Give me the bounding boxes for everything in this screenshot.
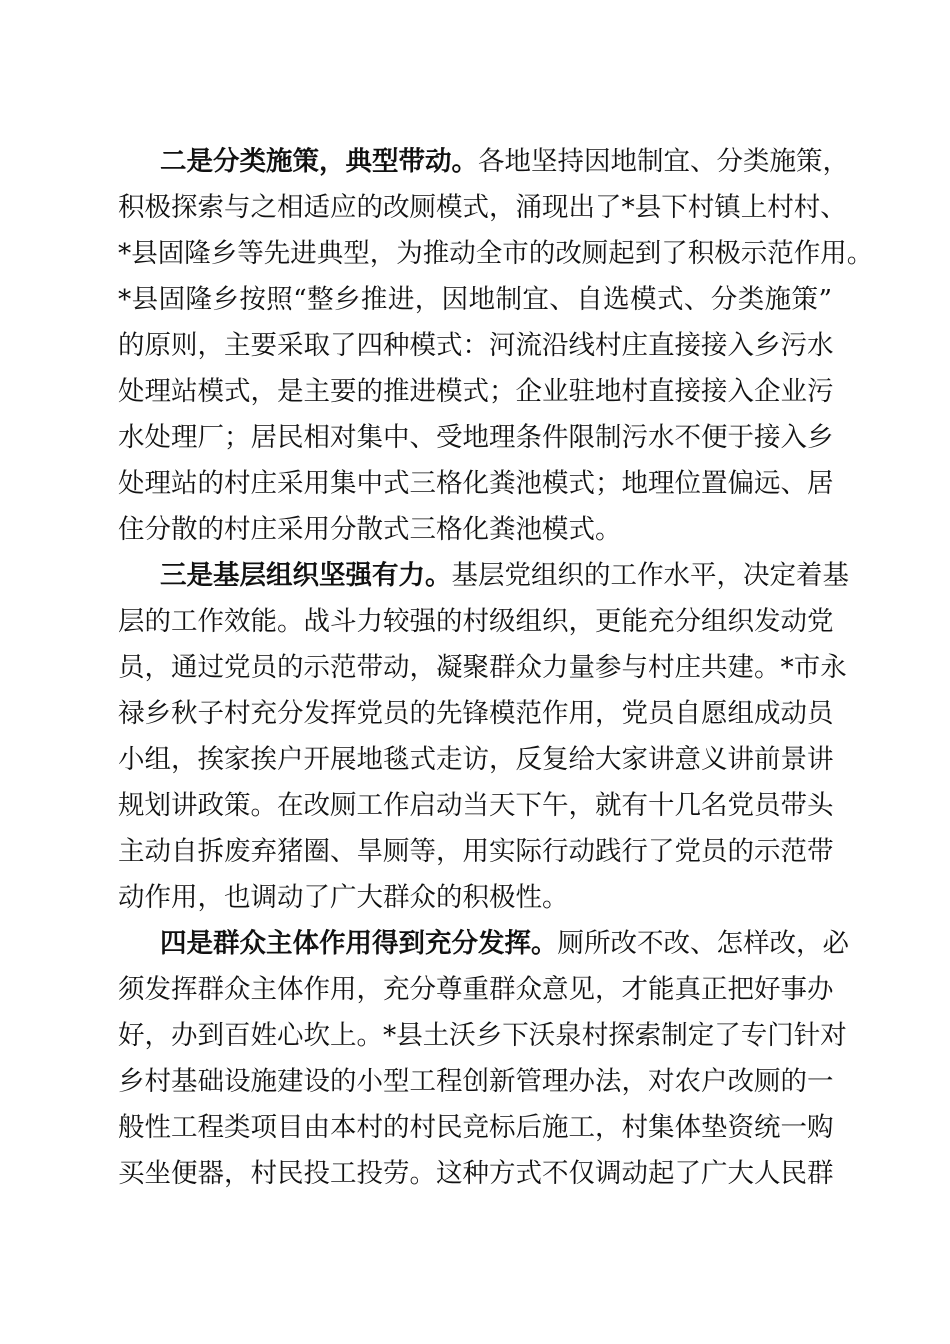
paragraph-line: 般性工程类项目由本村的村民竞标后施工，村集体垫资统一购 [118, 1112, 834, 1143]
paragraph-line: 规划讲政策。在改厕工作启动当天下午，就有十几名党员带头 [118, 790, 834, 821]
document-page [118, 139, 874, 1197]
paragraph-line: 乡村基础设施建设的小型工程创新管理办法，对农户改厕的一 [118, 1066, 834, 1097]
paragraph-line: 好，办到百姓心坎上。*县土沃乡下沃泉村探索制定了专门针对 [118, 1020, 847, 1051]
paragraph-line: 员，通过党员的示范带动，凝聚群众力量参与村庄共建。*市永 [118, 652, 847, 683]
paragraph-line: 处理站模式，是主要的推进模式；企业驻地村直接接入企业污 [118, 376, 834, 407]
paragraph-line: 买坐便器，村民投工投劳。这种方式不仅调动起了广大人民群 [118, 1158, 834, 1189]
paragraph-line: 住分散的村庄采用分散式三格化粪池模式。 [118, 514, 622, 545]
paragraph-line: 小组，挨家挨户开展地毯式走访，反复给大家讲意义讲前景讲 [118, 744, 834, 775]
paragraph-line: 须发挥群众主体作用，充分尊重群众意见，才能真正把好事办 [118, 974, 834, 1005]
paragraph-three [118, 553, 849, 921]
paragraph-four [118, 921, 849, 1197]
paragraph-heading: 三是基层组织坚强有力。 [160, 560, 452, 591]
paragraph-line: 二是分类施策，典型带动。各地坚持因地制宜、分类施策， [160, 146, 849, 177]
paragraph-line: 水处理厂；居民相对集中、受地理条件限制污水不便于接入乡 [118, 422, 834, 453]
paragraph-line: 的原则，主要采取了四种模式：河流沿线村庄直接接入乡污水 [118, 330, 834, 361]
paragraph-line: 三是基层组织坚强有力。基层党组织的工作水平，决定着基 [160, 560, 849, 591]
paragraph-line: 积极探索与之相适应的改厕模式，涌现出了*县下村镇上村村、 [118, 192, 847, 223]
paragraph-line: 主动自拆废弃猪圈、旱厕等，用实际行动践行了党员的示范带 [118, 836, 834, 867]
paragraph-heading: 四是群众主体作用得到充分发挥。 [160, 928, 558, 959]
paragraph-line: *县固隆乡等先进典型，为推动全市的改厕起到了积极示范作用。 [118, 238, 874, 269]
paragraph-heading: 二是分类施策，典型带动。 [160, 146, 478, 177]
paragraph-line: 动作用，也调动了广大群众的积极性。 [118, 882, 569, 913]
paragraph-line: 四是群众主体作用得到充分发挥。厕所改不改、怎样改，必 [160, 928, 849, 959]
paragraph-two [118, 139, 874, 553]
paragraph-line: 禄乡秋子村充分发挥党员的先锋模范作用，党员自愿组成动员 [118, 698, 834, 729]
paragraph-line: 处理站的村庄采用集中式三格化粪池模式；地理位置偏远、居 [118, 468, 834, 499]
paragraph-line: 层的工作效能。战斗力较强的村级组织，更能充分组织发动党 [118, 606, 834, 637]
paragraph-line: *县固隆乡按照“整乡推进，因地制宜、自选模式、分类施策” [118, 284, 832, 315]
